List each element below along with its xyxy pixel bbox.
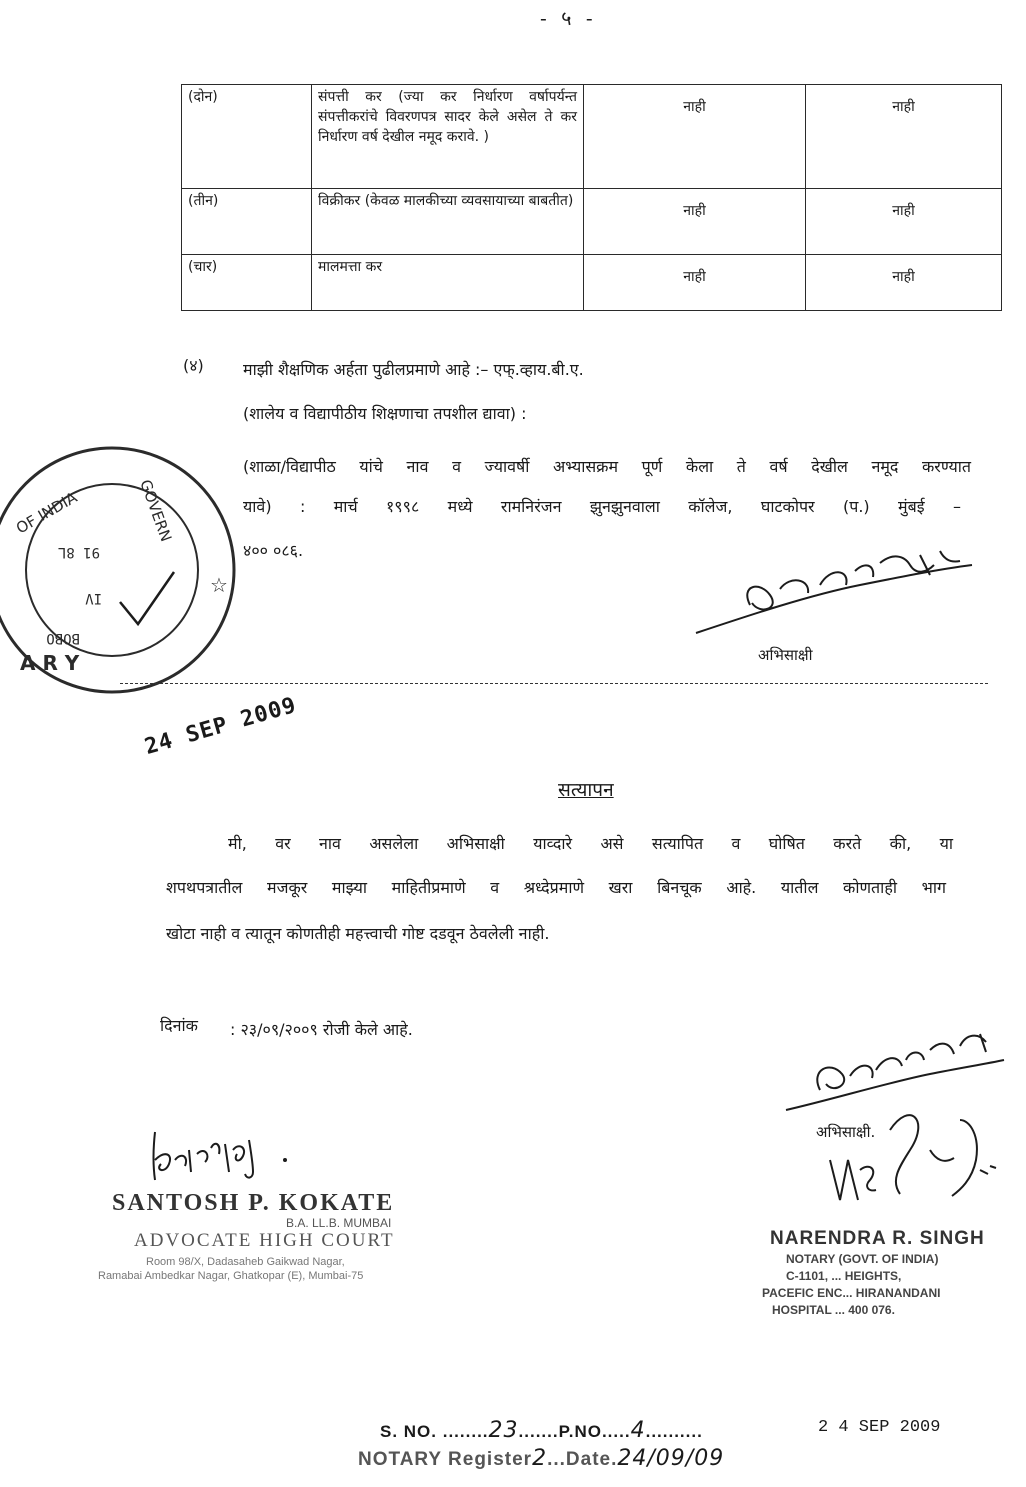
reg-value: 2	[532, 1446, 548, 1471]
advocate-degree: B.A. LL.B. MUMBAI	[286, 1216, 392, 1230]
svg-text:OF INDIA: OF INDIA	[13, 488, 81, 538]
education-line: (शाळा/विद्यापीठ यांचे नाव व ज्यावर्षी अभ्यासक्रम पूर्ण केला ते वर्ष देखील नमूद करण्यात	[243, 457, 971, 476]
row-description: संपत्ती कर (ज्या कर निर्धारण वर्षापर्यन्त संपत्तीकरांचे विवरणपत्र सादर केले असेल ते कर निर्धारण वर्ष देखील नमूद करावे. )	[312, 85, 584, 189]
row-number: (तीन)	[182, 189, 312, 255]
education-line: यावे) : मार्च १९९८ मध्ये रामनिरंजन झुनझुनवाला कॉलेज, घाटकोपर (प.) मुंबई –	[243, 497, 961, 516]
deponent-signature-icon	[690, 545, 980, 645]
table-row	[182, 85, 1002, 189]
reg-date-value: 24/09/09	[617, 1446, 725, 1471]
notary-signature-icon	[820, 1100, 1010, 1220]
row-value: नाही	[584, 85, 806, 189]
sno-label: S. NO. ........	[380, 1422, 489, 1441]
notary-line: NOTARY (GOVT. OF INDIA)	[786, 1252, 939, 1266]
verification-line: मी, वर नाव असलेला अभिसाक्षी याव्दारे असे सत्यापित व घोषित करते की, या	[228, 834, 953, 853]
verification-line: खोटा नाही व त्यातून कोणतीही महत्त्वाची गोष्ट दडवून ठेवलेली नाही.	[166, 924, 550, 943]
sno-value: 23	[488, 1418, 519, 1443]
row-number: (दोन)	[182, 85, 312, 189]
notary-seal-icon	[0, 442, 280, 702]
education-line: माझी शैक्षणिक अर्हता पुढीलप्रमाणे आहे :– एफ्.व्हाय.बी.ए.	[243, 360, 584, 379]
notary-register-line	[358, 1446, 724, 1471]
date-label: दिनांक	[160, 1016, 198, 1035]
row-number: (चार)	[182, 255, 312, 311]
pno-dots: ..........	[645, 1422, 703, 1441]
pno-value: 4	[630, 1418, 646, 1443]
svg-text:BOBO: BOBO	[46, 630, 80, 646]
table-row	[182, 189, 1002, 255]
notary-name: NARENDRA R. SINGH	[770, 1228, 985, 1249]
row-description: मालमत्ता कर	[312, 255, 584, 311]
svg-text:A R Y: A R Y	[20, 651, 80, 675]
advocate-address: Ramabai Ambedkar Nagar, Ghatkopar (E), Mumbai-75	[98, 1270, 364, 1282]
svg-text:91 8L: 91 8L	[57, 544, 100, 560]
verification-heading: सत्यापन	[558, 779, 614, 801]
deponent-label: अभिसाक्षी.	[816, 1123, 876, 1141]
notary-line: PACEFIC ENC... HIRANANDANI	[762, 1286, 941, 1300]
table-row	[182, 255, 1002, 311]
serial-number-line	[380, 1418, 703, 1443]
divider-line	[120, 683, 988, 684]
row-value: नाही	[806, 85, 1002, 189]
advocate-signature-icon	[145, 1120, 295, 1190]
svg-text:IV: IV	[85, 590, 102, 606]
svg-text:GOVERN: GOVERN	[136, 477, 176, 545]
pno-label: .......P.NO.....	[518, 1422, 631, 1441]
verification-line: शपथपत्रातील मजकूर माझ्या माहितीप्रमाणे व श्रध्देप्रमाणे खरा बिनचूक आहे. यातील कोणताही भाग	[166, 878, 946, 897]
row-value: नाही	[584, 189, 806, 255]
advocate-name: SANTOSH P. KOKATE	[112, 1190, 395, 1216]
education-line: (शालेय व विद्यापीठीय शिक्षणाचा तपशील द्यावा) :	[243, 404, 527, 423]
date-value: : २३/०९/२००९ रोजी केले आहे.	[230, 1020, 413, 1039]
reg-date-label: ...Date.	[547, 1449, 618, 1470]
reg-label: NOTARY Register	[358, 1449, 533, 1470]
advocate-address: Room 98/X, Dadasaheb Gaikwad Nagar,	[146, 1256, 345, 1268]
svg-text:☆: ☆	[210, 573, 228, 597]
notary-line: C-1101, ... HEIGHTS,	[786, 1269, 902, 1283]
date-stamp: 24 SEP 2009	[142, 692, 300, 761]
row-value: नाही	[806, 189, 1002, 255]
education-number: (४)	[183, 356, 204, 375]
register-date-stamp: 2 4 SEP 2009	[818, 1418, 941, 1437]
row-description: विक्रीकर (केवळ मालकीच्या व्यवसायाच्या बाबतीत)	[312, 189, 584, 255]
deponent-label: अभिसाक्षी	[758, 646, 813, 664]
notary-line: HOSPITAL ... 400 076.	[772, 1303, 895, 1317]
education-line: ४०० ०८६.	[243, 541, 304, 560]
row-value: नाही	[806, 255, 1002, 311]
tax-details-table	[181, 84, 1002, 311]
advocate-title: ADVOCATE HIGH COURT	[134, 1230, 395, 1251]
row-value: नाही	[584, 255, 806, 311]
page-number: - ५ -	[540, 6, 597, 30]
